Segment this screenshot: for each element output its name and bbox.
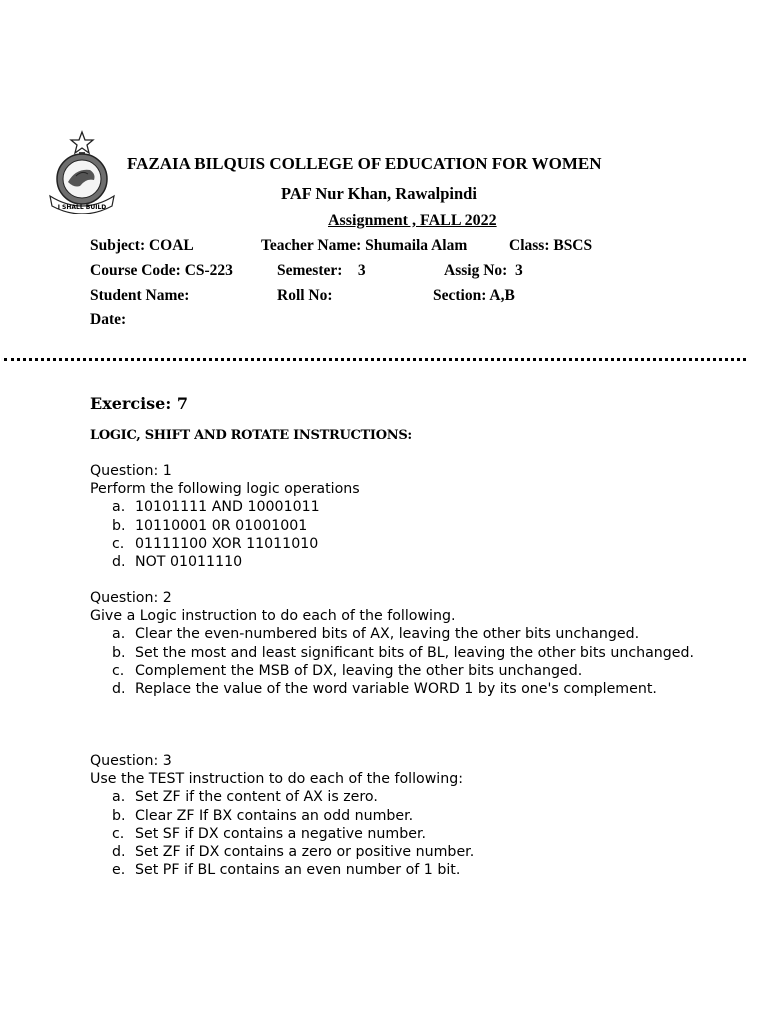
- list-item: [90, 680, 740, 698]
- question-title: Question: 1: [90, 463, 172, 479]
- question-title: Question: 3: [90, 753, 172, 769]
- exercise-heading: Exercise: 7: [90, 394, 188, 413]
- item-text: Set ZF if the content of AX is zero.: [135, 789, 378, 806]
- section-field: Section: A,B: [433, 287, 515, 304]
- list-item: [90, 843, 740, 861]
- item-text: 10110001 0R 01001001: [135, 517, 308, 534]
- college-name: FAZAIA BILQUIS COLLEGE OF EDUCATION FOR WOMEN: [127, 154, 602, 173]
- list-item: [90, 553, 740, 571]
- question-options: [90, 498, 740, 571]
- list-item: [90, 625, 740, 643]
- item-marker: b.: [112, 644, 126, 661]
- class-field: Class: BSCS: [509, 237, 593, 254]
- item-marker: c.: [112, 662, 125, 679]
- question-prompt: Use the TEST instruction to do each of the following:: [90, 771, 464, 788]
- item-text: Complement the MSB of DX, leaving the other bits unchanged.: [135, 662, 583, 679]
- dotted-divider: [4, 358, 746, 361]
- question-title: Question: 2: [90, 590, 172, 606]
- item-marker: a.: [112, 626, 126, 643]
- list-item: [90, 825, 740, 843]
- item-text: Replace the value of the word variable WORD 1 by its one's complement.: [135, 681, 657, 698]
- item-marker: a.: [112, 499, 126, 516]
- semester-field: Semester: 3: [277, 262, 366, 279]
- item-text: Clear the even-numbered bits of AX, leaving the other bits unchanged.: [135, 626, 640, 643]
- item-marker: d.: [112, 554, 126, 571]
- list-item: [90, 498, 740, 516]
- question-1: [90, 462, 740, 571]
- question-prompt: Perform the following logic operations: [90, 481, 360, 498]
- topic-heading: LOGIC, SHIFT AND ROTATE INSTRUCTIONS:: [90, 428, 412, 443]
- list-item: [90, 662, 740, 680]
- item-marker: b.: [112, 807, 126, 824]
- svg-text:I SHALL BUILD: I SHALL BUILD: [57, 204, 107, 211]
- course-code-field: Course Code: CS-223: [90, 262, 233, 279]
- item-text: Set SF if DX contains a negative number.: [135, 825, 426, 842]
- question-prompt: Give a Logic instruction to do each of the following.: [90, 608, 456, 625]
- question-options: [90, 788, 740, 879]
- item-marker: c.: [112, 535, 125, 552]
- list-item: [90, 517, 740, 535]
- teacher-name-field: Teacher Name: Shumaila Alam: [261, 237, 468, 254]
- question-options: [90, 625, 740, 698]
- college-emblem-logo: [46, 130, 118, 214]
- item-marker: a.: [112, 789, 126, 806]
- item-text: 01111100 XOR 11011010: [135, 535, 319, 552]
- item-text: Set PF if BL contains an even number of 1 bit.: [135, 862, 461, 879]
- college-location: PAF Nur Khan, Rawalpindi: [281, 184, 477, 203]
- item-marker: b.: [112, 517, 126, 534]
- assignment-title: Assignment , FALL 2022: [328, 212, 497, 229]
- item-text: Clear ZF If BX contains an odd number.: [135, 807, 414, 824]
- list-item: [90, 861, 740, 879]
- item-text: 10101111 AND 10001011: [135, 499, 320, 516]
- list-item: [90, 788, 740, 806]
- item-marker: c.: [112, 825, 125, 842]
- question-2: [90, 589, 740, 698]
- student-name-field: Student Name:: [90, 287, 190, 304]
- list-item: [90, 644, 740, 662]
- item-text: Set ZF if DX contains a zero or positive number.: [135, 844, 475, 861]
- item-text: NOT 01011110: [135, 554, 243, 571]
- subject-field: Subject: COAL: [90, 237, 194, 254]
- roll-number-field: Roll No:: [277, 287, 333, 304]
- item-marker: d.: [112, 844, 126, 861]
- list-item: [90, 535, 740, 553]
- assignment-number-field: Assig No: 3: [444, 262, 523, 279]
- list-item: [90, 807, 740, 825]
- item-marker: d.: [112, 681, 126, 698]
- date-field: Date:: [90, 311, 127, 328]
- item-text: Set the most and least significant bits of BL, leaving the other bits unchanged.: [135, 644, 695, 661]
- question-3: [90, 752, 740, 879]
- item-marker: e.: [112, 862, 126, 879]
